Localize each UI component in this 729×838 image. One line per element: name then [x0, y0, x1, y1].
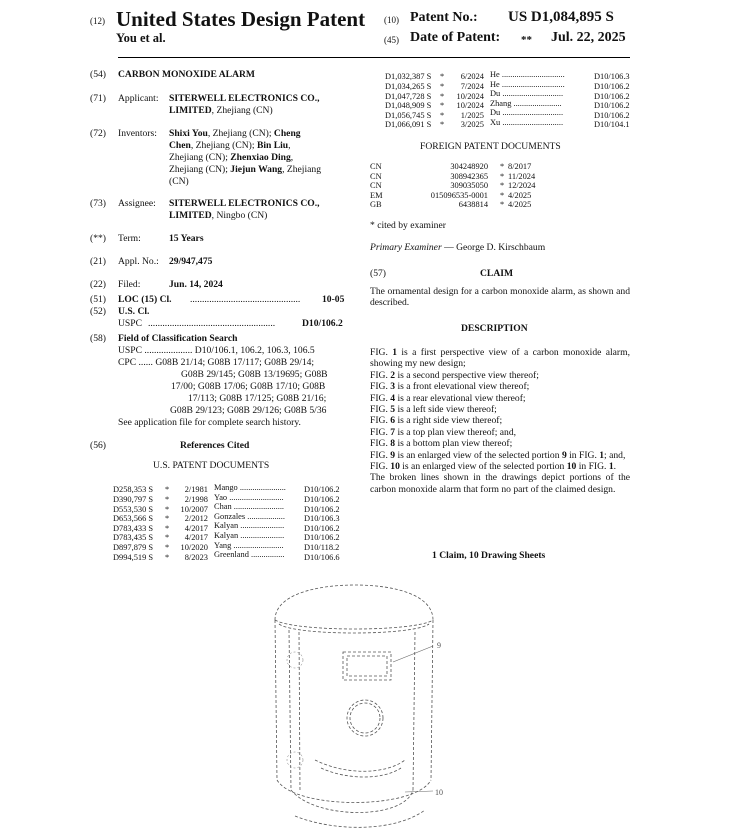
applicant-line1: SITERWELL ELECTRONICS CO.,: [169, 93, 320, 104]
callout-9: 9: [437, 641, 441, 650]
inventors-line5: (CN): [169, 176, 189, 187]
us-reference-row: D994,519 S * 8/2023 Greenland ................ D10/106.6: [113, 550, 340, 562]
applicant-label: Applicant:: [118, 93, 159, 104]
assignee-name2: LIMITED: [169, 210, 212, 221]
us-reference-row: D258,353 S * 2/1981 Mango ...................... D10/106.2: [113, 483, 340, 495]
field-54-num: (54): [90, 69, 106, 80]
inventors-line1: Shixi You, Zhejiang (CN); Cheng: [169, 128, 301, 139]
us-reference-row: D653,566 S * 2/2012 Gonzales .................. D10/106.3: [113, 511, 340, 524]
field-51-num: (51): [90, 294, 106, 305]
term-value: 15 Years: [169, 233, 204, 244]
field-search-label: Field of Classification Search: [118, 333, 238, 344]
inventors-line2: Chen, Zhejiang (CN); Bin Liu,: [169, 140, 291, 151]
us-cl-label: U.S. Cl.: [118, 306, 150, 317]
inventors-label: Inventors:: [118, 128, 157, 139]
us-reference-row: D1,048,909 S * 10/2024 Zhang ....................... D10/106.2: [385, 98, 630, 111]
fig-desc: FIG. 3 is a front elevational view thereof;: [370, 381, 530, 393]
fig-desc: FIG. 7 is a top plan view thereof; and,: [370, 426, 517, 438]
assignee-line1: SITERWELL ELECTRONICS CO.,: [169, 198, 320, 209]
us-reference-row: D1,034,265 S * 7/2024 He .............................. D10/106.2: [385, 79, 630, 91]
kind-code-45: (45): [384, 35, 399, 45]
term-num: (**): [90, 233, 106, 244]
foreign-reference-row: CN 308942365 * 11/2024: [370, 171, 536, 181]
us-reference-row: D783,433 S * 4/2017 Kalyan ..................... D10/106.2: [113, 521, 340, 533]
field-search-l1: USPC .................... D10/106.1, 106.2, 106.3, 106.5: [118, 345, 315, 356]
fig-desc: FIG. 2 is a second perspective view thereof;: [370, 369, 539, 381]
callout-10: 10: [435, 788, 443, 797]
assignee-location: , Ningbo (CN): [211, 210, 268, 221]
us-reference-row: D1,032,387 S * 6/2024 He .............................. D10/106.3: [385, 70, 630, 82]
claim-title: CLAIM: [480, 268, 514, 279]
foreign-reference-row: CN 304248920 * 8/2017: [370, 162, 532, 171]
claims-sheets: 1 Claim, 10 Drawing Sheets: [432, 550, 546, 561]
description-title: DESCRIPTION: [461, 323, 528, 334]
term-label: Term:: [118, 233, 141, 244]
appl-no-label: Appl. No.:: [118, 256, 159, 267]
fig9-desc: FIG. 9 is an enlarged view of the selected portion 9 in FIG. 1; and,: [370, 449, 626, 461]
field-22-num: (22): [90, 279, 106, 290]
field-73-num: (73): [90, 198, 106, 209]
field-search-l5: 17/113; G08B 17/125; G08B 21/16;: [188, 393, 327, 404]
inventors-line4: Zhejiang (CN); Jiejun Wang, Zhejiang: [169, 164, 321, 175]
filed-value: Jun. 14, 2024: [169, 279, 223, 290]
field-search-l2: CPC ...... G08B 21/14; G08B 17/117; G08B 29/14;: [118, 357, 315, 368]
broken-lines-note: The broken lines shown in the drawings depict portions of the carbon monoxide alarm that form no part of the claimed design.: [370, 472, 630, 495]
field-21-num: (21): [90, 256, 106, 267]
us-patent-docs-label: U.S. PATENT DOCUMENTS: [153, 460, 270, 471]
kind-code-12: (12): [90, 16, 105, 26]
field-search-l7: See application file for complete search history.: [118, 417, 301, 428]
field-57-num: (57): [370, 268, 386, 279]
uspc-value: D10/106.2: [302, 318, 343, 329]
inventors-short: You et al.: [116, 31, 166, 45]
field-search-l4: 17/00; G08B 17/06; G08B 17/10; G08B: [171, 381, 326, 392]
loc-label: LOC (15) Cl.: [118, 294, 172, 305]
title-of-invention: CARBON MONOXIDE ALARM: [118, 69, 255, 80]
field-search-l3: G08B 29/145; G08B 13/19695; G08B: [181, 369, 328, 380]
us-reference-row: D1,056,745 S * 1/2025 Du ............................. D10/106.2: [385, 108, 630, 120]
references-cited-label: References Cited: [180, 440, 250, 451]
patent-number: US D1,084,895 S: [508, 9, 614, 25]
fig-desc: FIG. 6 is a right side view thereof;: [370, 415, 503, 427]
claim-text: The ornamental design for a carbon monoxide alarm, as shown and described.: [370, 286, 630, 309]
inventors-line3: Zhejiang (CN); Zhenxiao Ding,: [169, 152, 294, 163]
us-reference-row: D390,797 S * 2/1998 Yao .......................... D10/106.2: [113, 492, 340, 504]
applicant-name2: LIMITED: [169, 105, 212, 116]
field-52-num: (52): [90, 306, 106, 317]
filed-label: Filed:: [118, 279, 141, 290]
us-reference-row: D1,047,728 S * 10/2024 Du ............................. D10/106.2: [385, 89, 630, 101]
field-72-num: (72): [90, 128, 106, 139]
field-58-num: (58): [90, 333, 106, 344]
alarm-drawing: [255, 580, 475, 838]
date-of-patent: Jul. 22, 2025: [551, 30, 626, 45]
patent-no-label: Patent No.:: [410, 10, 478, 25]
field-search-l6: G08B 29/123; G08B 29/126; G08B 5/36: [170, 405, 327, 416]
us-reference-row: D783,435 S * 4/2017 Kalyan ..................... D10/106.2: [113, 531, 340, 543]
field-56-num: (56): [90, 440, 106, 451]
us-reference-row: D1,066,091 S * 3/2025 Xu ............................. D10/104.1: [385, 118, 630, 130]
foreign-docs-title: FOREIGN PATENT DOCUMENTS: [420, 141, 561, 152]
patent-type-title: United States Design Patent: [116, 7, 366, 31]
uspc-dots: .....................................................: [148, 318, 276, 329]
uspc-label: USPC: [118, 318, 142, 329]
applicant-location: , Zhejiang (CN): [211, 105, 273, 116]
appl-no-value: 29/947,475: [169, 256, 213, 267]
date-stars: **: [521, 34, 532, 46]
foreign-reference-row: CN 309035050 * 12/2024: [370, 181, 536, 191]
figure-descriptions: [370, 347, 630, 495]
us-reference-row: D553,530 S * 10/2007 Chan ........................ D10/106.2: [113, 502, 340, 514]
foreign-reference-row: EM 015096535-0001 * 4/2025: [370, 190, 532, 200]
fig-desc: FIG. 4 is a rear elevational view thereof;: [370, 392, 526, 404]
foreign-reference-row: GB 6438814 * 4/2025: [370, 200, 532, 210]
fig-desc: FIG. 1 is a first perspective view of a carbon monoxide alarm, showing my new design;: [370, 347, 630, 370]
assignee-label: Assignee:: [118, 198, 156, 209]
header-rule: [118, 57, 630, 58]
date-label: Date of Patent:: [410, 30, 501, 45]
kind-code-10: (10): [384, 15, 399, 25]
loc-dots: ..............................................: [190, 294, 301, 305]
us-reference-row: D897,879 S * 10/2020 Yang ........................ D10/118.2: [113, 540, 340, 552]
fig-desc: FIG. 8 is a bottom plan view thereof;: [370, 438, 513, 450]
loc-value: 10-05: [322, 294, 345, 305]
cited-by-examiner: * cited by examiner: [370, 220, 446, 231]
fig-desc: FIG. 5 is a left side view thereof;: [370, 404, 497, 416]
primary-examiner: Primary Examiner — George D. Kirschbaum: [370, 242, 546, 253]
field-71-num: (71): [90, 93, 106, 104]
fig10-desc: FIG. 10 is an enlarged view of the selected portion 10 in FIG. 1.: [370, 461, 617, 473]
